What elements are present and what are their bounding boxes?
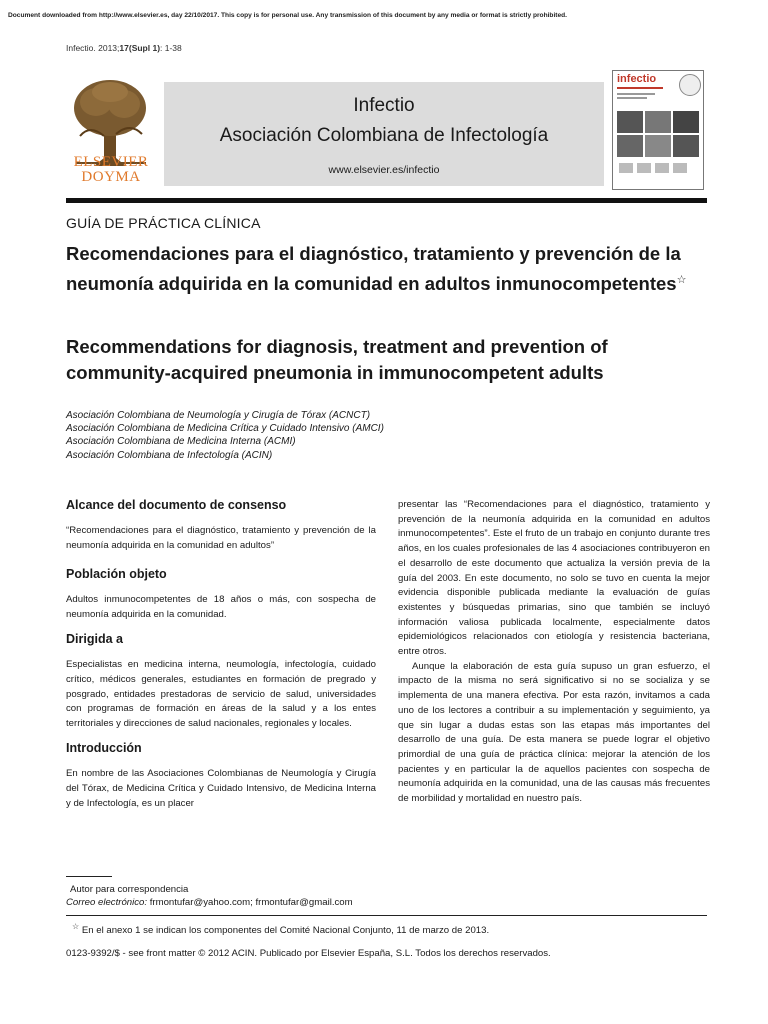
citation-pages: : 1-38: [160, 43, 182, 53]
footnote-note: [72, 922, 489, 936]
logo-text-elsevier: ELSEVIER: [73, 154, 149, 170]
cover-xray-image: [617, 135, 643, 157]
cover-xray-image: [673, 135, 699, 157]
journal-url[interactable]: www.elsevier.es/infectio: [328, 164, 440, 176]
cover-seal-icon: [679, 74, 701, 96]
heading-introduccion: Introducción: [66, 741, 142, 756]
article-title-es: [66, 241, 706, 297]
corresponding-author-label: Autor para correspondencia: [70, 884, 189, 895]
cover-brand: infectio: [617, 73, 657, 85]
email-addresses[interactable]: frmontufar@yahoo.com; frmontufar@gmail.com: [149, 897, 353, 908]
paragraph-poblacion: Adultos inmunocompetentes de 18 años o más, con sospecha de neumonía adquirida en la comunidad.: [66, 594, 376, 620]
footnote-rule: [66, 876, 112, 877]
citation: [66, 43, 182, 53]
affiliation: Asociación Colombiana de Medicina Crítica y Cuidado Intensivo (AMCI): [66, 423, 384, 435]
logo-text-doyma: DOYMA: [81, 169, 141, 185]
journal-title: Infectio: [353, 95, 415, 116]
paragraph-dirigida: Especialistas en medicina interna, neumología, infectología, cuidado crítico, médicos generales, estudiantes en formación de pregrado y posgrado, entidades prestadoras de servicio de salud, universidades con programas de formación en áreas de la salud y a los entes territoriales y direcciones de salud nacionales, regionales y locales.: [66, 659, 376, 729]
download-notice: Document downloaded from http://www.elsevier.es, day 22/10/2017. This copy is for personal use. Any transmission of this document by any media or format is strictly prohibited.: [8, 12, 568, 19]
journal-cover-thumbnail: [612, 70, 704, 190]
right-column: [398, 498, 710, 807]
cover-xray-image: [645, 135, 671, 157]
cover-xray-image: [645, 111, 671, 133]
email-label: Correo electrónico:: [66, 897, 148, 908]
elsevier-logo: [66, 76, 156, 186]
paragraph-alcance: “Recomendaciones para el diagnóstico, tratamiento y prevención de la neumonía adquirida en la comunidad en adultos”: [66, 525, 376, 551]
left-column: [66, 498, 376, 811]
header-rule: [66, 198, 707, 203]
cover-xray-image: [673, 111, 699, 133]
footnote-mark: ☆: [72, 922, 80, 931]
affiliation: Asociación Colombiana de Medicina Interna (ACMI): [66, 436, 296, 448]
affiliations: [66, 409, 384, 462]
cover-xray-image: [617, 111, 643, 133]
heading-dirigida: Dirigida a: [66, 632, 123, 647]
paragraph-introduccion: En nombre de las Asociaciones Colombianas de Neumología y Cirugía del Tórax, de Medicina Crítica y Cuidado Intensivo, de Medicina Interna y de Infectología, es un placer: [66, 768, 376, 809]
citation-volume: 17(Supl 1): [119, 43, 161, 53]
footnote-divider: [66, 915, 707, 916]
society-title: Asociación Colombiana de Infectología: [219, 125, 549, 146]
title-es-text: Recomendaciones para el diagnóstico, tratamiento y prevención de la neumonía adquirida en la comunidad en adultos inmunocompetentes: [66, 243, 681, 295]
footnote-text: En el anexo 1 se indican los componentes del Comité Nacional Conjunto, 11 de marzo de 2013.: [81, 925, 490, 937]
copyright-line: 0123-9392/$ - see front matter © 2012 ACIN. Publicado por Elsevier España, S.L. Todos los derechos reservados.: [66, 948, 551, 959]
title-footnote-mark[interactable]: ☆: [676, 274, 687, 286]
email-line: [66, 897, 353, 908]
heading-poblacion: Población objeto: [66, 567, 167, 582]
paragraph-implementacion: Aunque la elaboración de esta guía supuso un gran esfuerzo, el impacto de la misma no será significativo si no se socializa y se implementa de una manera efectiva. Por esta razón, invitamos a cada uno de los lectores a contribuir a su implementación y seguimiento, ya que sin lugar a dudas estas son las etapas más importantes del desarrollo de una guía. De esta manera se puede lograr el objetivo primordial de una guía de práctica clínica: mejorar la atención de los pacientes y en particular la de aquellos pacientes con sospecha de neumonía adquirida en la comunidad, una de las causas más frecuentes de morbilidad y mortalidad en nuestro país.: [398, 660, 710, 805]
heading-alcance: Alcance del documento de consenso: [66, 498, 287, 512]
citation-prefix: Infectio. 2013;: [66, 43, 120, 53]
affiliation: Asociación Colombiana de Infectología (ACIN): [66, 449, 273, 461]
paragraph-presentacion: presentar las “Recomendaciones para el diagnóstico, tratamiento y prevención de la neumonía adquirida en la comunidad en adultos inmunocompetentes”. Este el fruto de un trabajo en conjunto durante tres años, en los cuales profesionales de las 4 asociaciones contribuyeron en el desarrollo de este documento que actualiza la versión previa de la guía del 2003. En este documento, no solo se tuvo en cuenta la mejor evidencia disponible publicada mediante la evaluación de guías existentes y búsquedas primarias, sino que también se incluyó información valiosa publicada localmente, especialmente datos epidemiológicos relacionados con etiología y resistencia bacteriana, entre otros.: [398, 499, 710, 658]
affiliation: Asociación Colombiana de Neumología y Cirugía de Tórax (ACNCT): [66, 410, 371, 421]
section-label: GUÍA DE PRÁCTICA CLÍNICA: [66, 215, 261, 231]
article-title-en: Recommendations for diagnosis, treatment and prevention of community-acquired pneumonia in immunocompetent adults: [66, 336, 608, 383]
